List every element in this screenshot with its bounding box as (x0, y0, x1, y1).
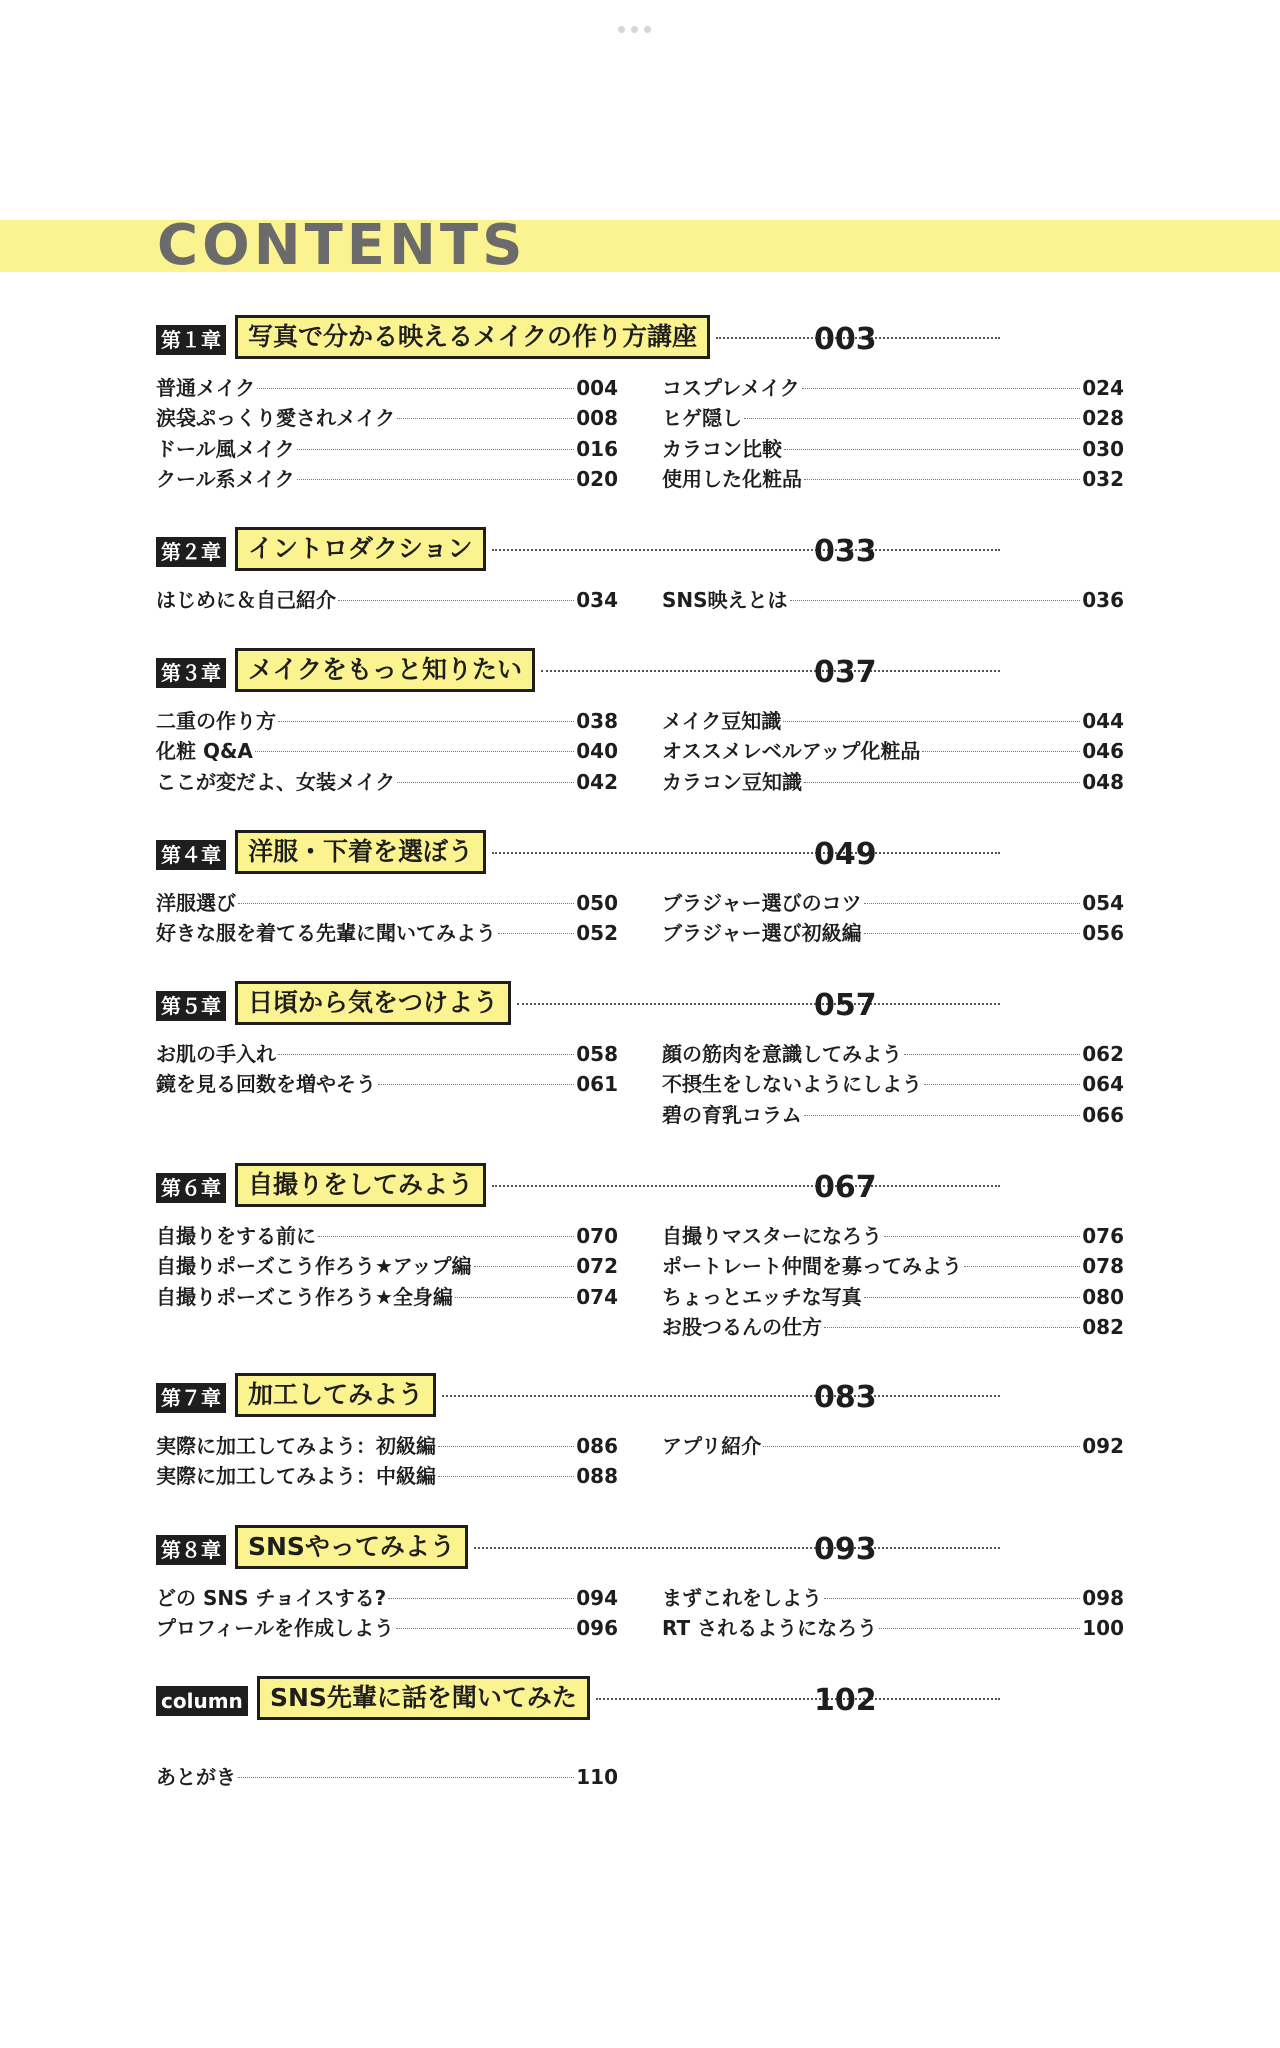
page-title: CONTENTS (157, 213, 527, 278)
toc-entry[interactable] (156, 464, 618, 494)
entry-page-number: 030 (1082, 436, 1124, 461)
entry-page-number: 020 (576, 466, 618, 491)
toc-entry[interactable] (156, 1069, 618, 1099)
toc-entry[interactable] (662, 736, 1124, 766)
leader-dots (763, 1446, 1080, 1447)
entry-label: お股つるんの仕方 (662, 1314, 822, 1339)
toc-entry[interactable] (156, 434, 618, 464)
entry-label: ヒゲ隠し (662, 406, 742, 431)
leader-dots (492, 1185, 1000, 1187)
chapter-title[interactable]: イントロダクション (235, 527, 486, 571)
entry-label: SNS映えとは (662, 588, 788, 612)
chapter-section (156, 1676, 1126, 1734)
toc-entry[interactable] (156, 706, 618, 736)
leader-dots (541, 670, 1000, 672)
chapter-section (156, 315, 1126, 491)
toc-entry[interactable] (156, 585, 618, 615)
toc-entry[interactable] (156, 1461, 618, 1491)
entry-page-number: 058 (576, 1042, 618, 1066)
leader-dots (238, 903, 574, 904)
entry-label: 二重の作り方 (156, 709, 276, 733)
leader-dots (824, 1327, 1080, 1328)
toc-entry[interactable] (662, 434, 1124, 464)
chapter-page-number: 093 (814, 1532, 877, 1567)
entry-page-number: 078 (1082, 1254, 1124, 1279)
entry-page-number: 046 (1082, 739, 1124, 764)
toc-entry[interactable] (662, 1613, 1124, 1643)
toc-entry[interactable] (662, 373, 1124, 403)
leader-dots (238, 1777, 574, 1778)
leader-dots (804, 1115, 1080, 1116)
entry-label: 自撮りポーズこう作ろう★全身編 (156, 1284, 453, 1309)
toc-entry[interactable] (156, 1431, 618, 1461)
entry-page-number: 061 (576, 1072, 618, 1097)
leader-dots (783, 721, 1080, 722)
chapter-header (156, 648, 1126, 700)
chapter-title[interactable]: 自撮りをしてみよう (235, 1163, 486, 1207)
leader-dots (297, 479, 574, 480)
leader-dots (388, 1598, 574, 1599)
entries-column-right (662, 1221, 1124, 1342)
leader-dots (784, 449, 1080, 450)
leader-dots (804, 782, 1080, 783)
entry-label: RT されるようになろう (662, 1616, 878, 1641)
entry-page-number: 028 (1082, 406, 1124, 431)
toc-entry[interactable] (156, 736, 618, 766)
leader-dots (804, 479, 1080, 480)
entries-column-left (156, 1221, 618, 1312)
leader-dots (864, 933, 1081, 934)
entry-label: 好きな服を着てる先輩に聞いてみよう (156, 921, 496, 946)
toc-entry[interactable] (156, 1039, 618, 1069)
entries-column-left (156, 706, 618, 797)
entry-label: 鏡を見る回数を増やそう (156, 1072, 376, 1097)
chapter-page-number: 083 (814, 1380, 877, 1415)
toc-entry[interactable] (156, 1221, 618, 1251)
entry-label: どの SNS チョイスする? (156, 1586, 387, 1610)
chapter-header (156, 315, 1126, 367)
toc-entry[interactable] (662, 1431, 1124, 1461)
chapter-header (156, 1525, 1126, 1577)
chapter-page-number: 049 (814, 837, 877, 872)
leader-dots (438, 1446, 574, 1447)
toc-entry[interactable] (662, 767, 1124, 797)
chapter-number-tag: 第８章 (156, 1535, 226, 1565)
chapter-title[interactable]: 日頃から気をつけよう (235, 981, 511, 1025)
entry-label: お肌の手入れ (156, 1042, 276, 1066)
leader-dots (474, 1266, 575, 1267)
chapter-number-tag: 第１章 (156, 325, 226, 355)
entry-label: コスプレメイク (662, 376, 800, 400)
entry-page-number: 080 (1082, 1284, 1124, 1309)
leader-dots (879, 1628, 1080, 1629)
entry-page-number: 016 (576, 436, 618, 461)
entry-label: 自撮りをする前に (156, 1224, 316, 1248)
entry-label: 使用した化粧品 (662, 466, 802, 491)
entries-column-left (156, 1431, 618, 1492)
chapter-header (156, 830, 1126, 882)
entries-column-right (662, 585, 1124, 615)
toc-entry[interactable] (662, 706, 1124, 736)
toc-entry[interactable] (156, 1583, 618, 1613)
leader-dots (864, 903, 1081, 904)
entry-label: 洋服選び (156, 891, 236, 915)
entry-label: 自撮りポーズこう作ろう★アップ編 (156, 1254, 472, 1279)
entries-column-right (662, 1431, 1124, 1461)
entries-column-right (662, 1583, 1124, 1644)
leader-dots (397, 782, 574, 783)
leader-dots (864, 1297, 1081, 1298)
entry-page-number: 076 (1082, 1224, 1124, 1248)
chapter-section (156, 1525, 1126, 1641)
toc-entry[interactable] (156, 767, 618, 797)
leader-dots (455, 1297, 574, 1298)
entry-page-number: 008 (576, 406, 618, 431)
entries-column-left (156, 1039, 618, 1100)
toc-entry[interactable] (662, 403, 1124, 433)
entry-label: ブラジャー選びのコツ (662, 891, 862, 915)
entry-label: 化粧 Q&A (156, 739, 253, 764)
chapter-title[interactable]: SNS先輩に話を聞いてみた (257, 1676, 590, 1720)
entry-page-number: 050 (576, 891, 618, 915)
leader-dots (922, 751, 1080, 752)
entry-page-number: 062 (1082, 1042, 1124, 1066)
toc-entry[interactable] (156, 373, 618, 403)
entry-label: ここが変だよ、女装メイク (156, 769, 396, 794)
entry-label: ポートレート仲間を募ってみよう (662, 1254, 962, 1279)
entry-page-number: 092 (1082, 1434, 1124, 1458)
toc-entry[interactable] (156, 1762, 618, 1792)
entry-page-number: 098 (1082, 1586, 1124, 1610)
entries-column-right (662, 373, 1124, 494)
toc-entry[interactable] (662, 1069, 1124, 1099)
entry-page-number: 004 (576, 376, 618, 400)
entry-label: メイク豆知識 (662, 709, 782, 733)
entry-page-number: 096 (576, 1616, 618, 1641)
entry-page-number: 038 (576, 709, 618, 733)
entry-label: アプリ紹介 (662, 1434, 762, 1458)
entry-label: 実際に加工してみよう：初級編 (156, 1434, 436, 1458)
leader-dots (378, 1084, 574, 1085)
leader-dots (492, 549, 1000, 551)
afterword-section (156, 1762, 1126, 1792)
leader-dots (884, 1236, 1080, 1237)
entry-page-number: 064 (1082, 1072, 1124, 1097)
leader-dots (397, 418, 574, 419)
leader-dots (257, 388, 574, 389)
chapter-page-number: 037 (814, 655, 877, 690)
entries-column-right (662, 888, 1124, 949)
toc-entry[interactable] (662, 918, 1124, 948)
toc-entry[interactable] (156, 1613, 618, 1643)
chapter-title[interactable]: 写真で分かる映えるメイクの作り方講座 (235, 315, 710, 359)
toc-entry[interactable] (662, 1282, 1124, 1312)
leader-dots (438, 1476, 574, 1477)
entry-label: 碧の育乳コラム (662, 1102, 802, 1127)
entry-page-number: 056 (1082, 921, 1124, 946)
entry-page-number: 086 (576, 1434, 618, 1458)
entries-column-right (662, 706, 1124, 797)
toc-entry[interactable] (156, 888, 618, 918)
entry-page-number: 074 (576, 1284, 618, 1309)
chapter-number-tag: 第６章 (156, 1173, 226, 1203)
entry-page-number: 040 (576, 739, 618, 764)
leader-dots (278, 721, 574, 722)
leader-dots (924, 1084, 1080, 1085)
entry-label: ブラジャー選び初級編 (662, 921, 862, 946)
entries-column-left (156, 373, 618, 494)
chapter-page-number: 102 (814, 1683, 877, 1718)
toc-entry[interactable] (662, 1100, 1124, 1130)
chapter-page-number: 033 (814, 534, 877, 569)
leader-dots (318, 1236, 574, 1237)
entry-page-number: 110 (576, 1765, 618, 1789)
entry-page-number: 044 (1082, 709, 1124, 733)
entry-page-number: 072 (576, 1254, 618, 1279)
entry-label: カラコン比較 (662, 436, 782, 461)
leader-dots (492, 852, 1000, 854)
entry-page-number: 094 (576, 1586, 618, 1610)
leader-dots (904, 1054, 1080, 1055)
leader-dots (498, 933, 574, 934)
toc-entry[interactable] (156, 1251, 618, 1281)
entry-page-number: 082 (1082, 1314, 1124, 1339)
chapter-number-tag: 第２章 (156, 537, 226, 567)
chapter-section (156, 830, 1126, 946)
leader-dots (338, 600, 574, 601)
chapter-page-number: 057 (814, 988, 877, 1023)
entry-label: クール系メイク (156, 466, 295, 491)
chapter-number-tag: 第３章 (156, 658, 226, 688)
entry-label: 涙袋ぷっくり愛されメイク (156, 406, 396, 431)
leader-dots (596, 1698, 1000, 1700)
chapter-section (156, 981, 1126, 1127)
entries-column-right (662, 1039, 1124, 1130)
chapter-header (156, 527, 1126, 579)
toc-entry[interactable] (662, 1583, 1124, 1613)
chapter-section (156, 527, 1126, 612)
entry-label: 不摂生をしないようにしよう (662, 1072, 922, 1097)
entries-column-left (156, 585, 618, 615)
chapter-title[interactable]: SNSやってみよう (235, 1525, 468, 1569)
entry-label: あとがき (156, 1765, 236, 1789)
chapter-section (156, 1163, 1126, 1339)
leader-dots (442, 1395, 1000, 1397)
toc-entry[interactable] (156, 918, 618, 948)
entry-label: 顔の筋肉を意識してみよう (662, 1042, 902, 1066)
entries-column-left (156, 888, 618, 949)
chapter-page-number: 067 (814, 1170, 877, 1205)
toc-entry[interactable] (662, 888, 1124, 918)
leader-dots (297, 449, 574, 450)
entry-label: ちょっとエッチな写真 (662, 1284, 862, 1309)
leader-dots (744, 418, 1080, 419)
entry-page-number: 100 (1082, 1616, 1124, 1641)
leader-dots (278, 1054, 574, 1055)
leader-dots (255, 751, 574, 752)
entry-label: オススメレベルアップ化粧品 (662, 739, 921, 764)
chapter-page-number: 003 (814, 322, 877, 357)
chapter-number-tag: 第４章 (156, 840, 226, 870)
leader-dots (790, 600, 1081, 601)
toc-entry[interactable] (662, 585, 1124, 615)
entry-label: まずこれをしよう (662, 1586, 822, 1610)
leader-dots (802, 388, 1080, 389)
entry-page-number: 070 (576, 1224, 618, 1248)
chapter-title[interactable]: 加工してみよう (235, 1373, 436, 1417)
entry-label: 実際に加工してみよう：中級編 (156, 1464, 436, 1489)
entry-page-number: 032 (1082, 466, 1124, 491)
entry-page-number: 024 (1082, 376, 1124, 400)
leader-dots (474, 1547, 1000, 1549)
toc-entry[interactable] (662, 1312, 1124, 1342)
entry-page-number: 052 (576, 921, 618, 946)
entry-page-number: 034 (576, 588, 618, 612)
entry-label: ドール風メイク (156, 436, 295, 461)
toc-entry[interactable] (662, 1221, 1124, 1251)
toc-entry[interactable] (156, 1282, 618, 1312)
leader-dots (517, 1003, 1000, 1005)
chapter-section (156, 1373, 1126, 1489)
leader-dots (824, 1598, 1080, 1599)
entry-label: 普通メイク (156, 376, 256, 400)
entry-page-number: 088 (576, 1464, 618, 1489)
entry-page-number: 066 (1082, 1102, 1124, 1127)
chapter-number-tag: 第７章 (156, 1383, 226, 1413)
chapter-title[interactable]: メイクをもっと知りたい (235, 648, 535, 692)
entries-column-left (156, 1583, 618, 1644)
entry-label: 自撮りマスターになろう (662, 1224, 882, 1248)
chapter-number-tag: column (156, 1686, 248, 1716)
toc-entry[interactable] (662, 1039, 1124, 1069)
entry-page-number: 036 (1082, 588, 1124, 612)
entry-page-number: 054 (1082, 891, 1124, 915)
entry-page-number: 042 (576, 769, 618, 794)
chapter-header (156, 1163, 1126, 1215)
toc-entry[interactable] (156, 403, 618, 433)
chapter-header (156, 1676, 1126, 1728)
entry-label: カラコン豆知識 (662, 769, 802, 794)
toc-entry[interactable] (662, 1251, 1124, 1281)
chapter-header (156, 981, 1126, 1033)
leader-dots (964, 1266, 1080, 1267)
entry-label: はじめに＆自己紹介 (156, 588, 336, 612)
leader-dots (396, 1628, 574, 1629)
chapter-header (156, 1373, 1126, 1425)
chapter-number-tag: 第５章 (156, 991, 226, 1021)
chapter-section (156, 648, 1126, 794)
toc-entry[interactable] (662, 464, 1124, 494)
entry-page-number: 048 (1082, 769, 1124, 794)
entry-label: プロフィールを作成しよう (156, 1616, 394, 1641)
chapter-title[interactable]: 洋服・下着を選ぼう (235, 830, 486, 874)
